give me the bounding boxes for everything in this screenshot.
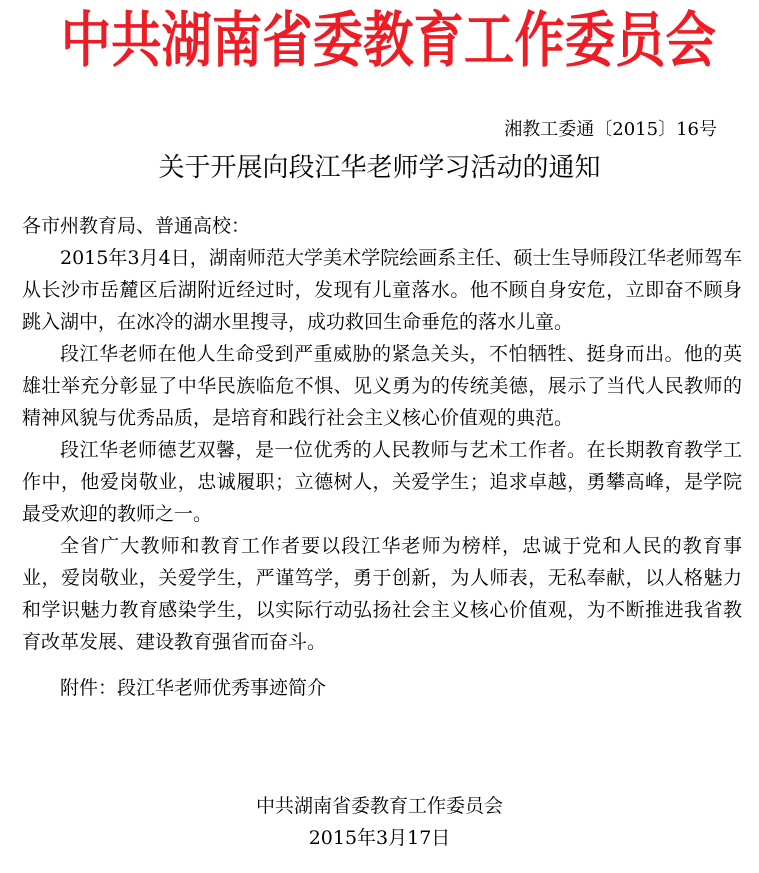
signature-issuer: 中共湖南省委教育工作委员会 bbox=[255, 795, 503, 817]
body-paragraph-4: 全省广大教师和教育工作者要以段江华老师为榜样，忠诚于党和人民的教育事业，爱岗敬业，关爱学生，严谨笃学，勇于创新，为人师表，无私奉献，以人格魅力和学识魅力教育感染学生，以实际行动弘扬社会主义核心价值观，为不断推进我省教育改革发展、建设教育强省而奋斗。 bbox=[22, 535, 742, 653]
document-number: 湘教工委通〔2015〕16号 bbox=[504, 119, 717, 140]
document-body bbox=[22, 210, 742, 704]
body-paragraph-2: 段江华老师在他人生命受到严重威胁的紧急关头，不怕牺牲、挺身而出。他的英雄壮举充分彰显了中华民族临危不惧、见义勇为的传统美德，展示了当代人民教师的精神风貌与优秀品质，是培育和践行社会主义核心价值观的典范。 bbox=[22, 343, 742, 429]
salutation: 各市州教育局、普通高校： bbox=[22, 215, 251, 237]
signature-date: 2015年3月17日 bbox=[308, 827, 451, 849]
issuer-header-title: 中共湖南省委教育工作委员会 bbox=[60, 6, 716, 76]
body-paragraph-3: 段江华老师德艺双馨，是一位优秀的人民教师与艺术工作者。在长期教育教学工作中，他爱岗敬业，忠诚履职；立德树人，关爱学生；追求卓越，勇攀高峰，是学院最受欢迎的教师之一。 bbox=[22, 439, 742, 525]
signature-block bbox=[0, 790, 759, 854]
attachment-line: 附件：段江华老师优秀事迹简介 bbox=[60, 677, 327, 699]
document-title: 关于开展向段江华老师学习活动的通知 bbox=[158, 153, 601, 183]
body-paragraph-1: 2015年3月4日，湖南师范大学美术学院绘画系主任、硕士生导师段江华老师驾车从长沙市岳麓区后湖附近经过时，发现有儿童落水。他不顾自身安危，立即奋不顾身跳入湖中，在冰冷的湖水里搜寻，成功救回生命垂危的落水儿童。 bbox=[22, 247, 742, 333]
